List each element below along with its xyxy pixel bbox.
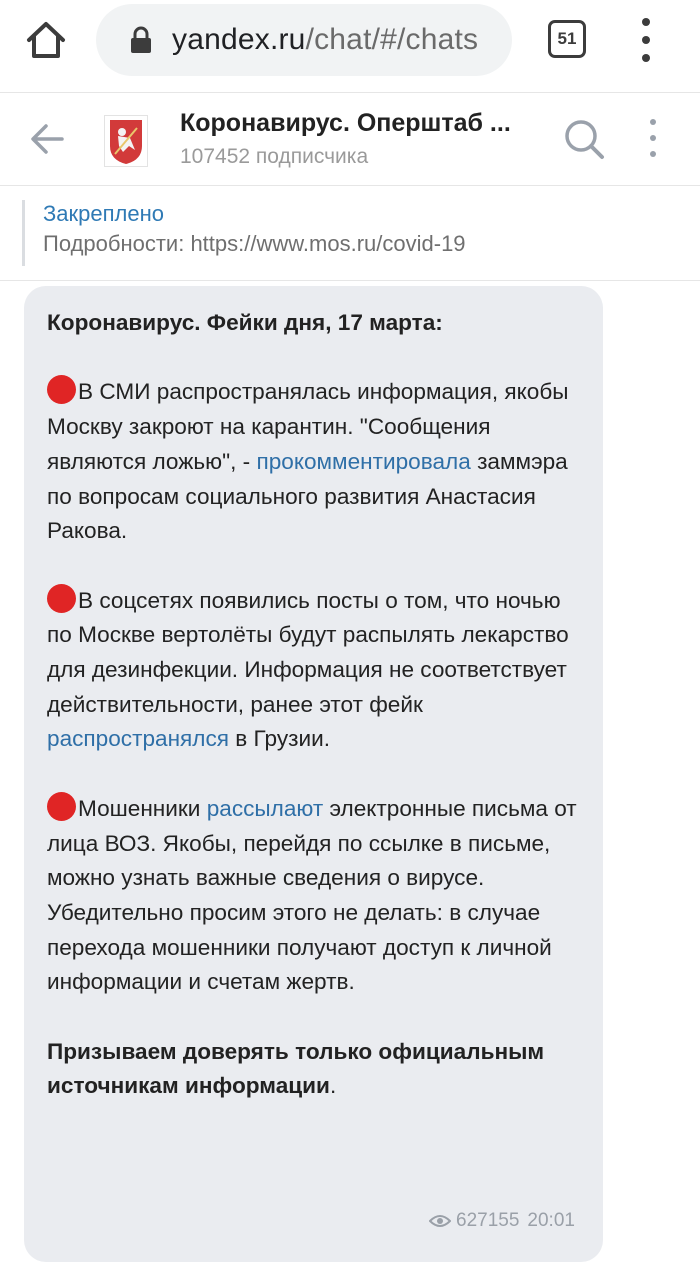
dot xyxy=(650,135,656,141)
message-meta xyxy=(429,1210,575,1232)
url-path: /chat/#/chats xyxy=(305,23,479,56)
paragraph-1 xyxy=(47,375,587,549)
dot xyxy=(642,54,650,62)
channel-avatar[interactable] xyxy=(104,115,148,167)
pinned-message[interactable] xyxy=(22,200,682,266)
back-arrow-icon[interactable] xyxy=(28,117,68,161)
tab-switcher-button[interactable]: 51 xyxy=(548,20,586,58)
dot xyxy=(642,18,650,26)
link-commented[interactable]: прокомментировала xyxy=(256,448,471,474)
link-sending[interactable]: рассылают xyxy=(206,795,324,821)
message-heading: Коронавирус. Фейки дня, 17 марта: xyxy=(47,310,443,335)
channel-title: Коронавирус. Оперштаб ... xyxy=(180,109,511,137)
dot xyxy=(642,36,650,44)
closing-tail: . xyxy=(329,1073,337,1099)
closing-paragraph xyxy=(47,1035,587,1104)
view-count: 627155 xyxy=(456,1210,520,1231)
p3-text-end: электронные письма от лица ВОЗ. Якобы, перейдя по ссылке в письме, можно узнать важные сведения о вирусе. Убедительно просим этого не делать: в случае перехода мошенники получают доступ к личной информации и счетам жертв. xyxy=(47,795,577,995)
link-spread[interactable]: распространялся xyxy=(47,726,229,752)
more-options-button[interactable] xyxy=(645,119,661,157)
eye-icon xyxy=(429,1213,451,1229)
lock-icon xyxy=(128,25,154,55)
dot xyxy=(650,151,656,157)
message-time: 20:01 xyxy=(527,1210,575,1231)
paragraph-3 xyxy=(47,792,587,1000)
closing-bold: Призываем доверять только официальным источникам информации xyxy=(47,1038,545,1099)
red-circle-icon xyxy=(47,375,76,404)
pinned-text: Подробности: https://www.mos.ru/covid-19 xyxy=(43,231,466,256)
message-bubble xyxy=(24,286,603,1262)
url-host: yandex.ru xyxy=(172,23,306,56)
url-text xyxy=(172,23,478,57)
p1-text: В СМИ распространялась информация, якобы Москву закроют на карантин. "Сообщения являются ложью", - xyxy=(47,379,569,474)
p2-text: В соцсетях появились посты о том, что ночью по Москве вертолёты будут распылять лекарство для дезинфекции. Информация не соответствует действительности, ранее этот фейк xyxy=(47,587,569,717)
pinned-label: Закреплено xyxy=(43,201,164,226)
paragraph-2 xyxy=(47,584,587,758)
p2-text-end: в Грузии. xyxy=(229,726,331,752)
red-circle-icon xyxy=(47,584,76,613)
message-text xyxy=(47,306,587,1104)
moscow-coat-of-arms-icon xyxy=(105,116,147,166)
divider xyxy=(0,280,700,281)
red-circle-icon xyxy=(47,792,76,821)
dot xyxy=(650,119,656,125)
browser-menu-button[interactable] xyxy=(632,18,660,62)
home-button[interactable] xyxy=(22,16,70,64)
browser-toolbar xyxy=(0,0,700,84)
channel-header xyxy=(0,92,700,186)
p1-text-end: заммэра по вопросам социального развития Анастасия Ракова. xyxy=(47,448,568,544)
address-bar[interactable] xyxy=(96,4,512,76)
home-icon xyxy=(25,20,67,60)
p3-text: Мошенники xyxy=(78,795,207,821)
subscriber-count: 107452 подписчика xyxy=(180,145,369,168)
search-icon[interactable] xyxy=(562,117,606,161)
